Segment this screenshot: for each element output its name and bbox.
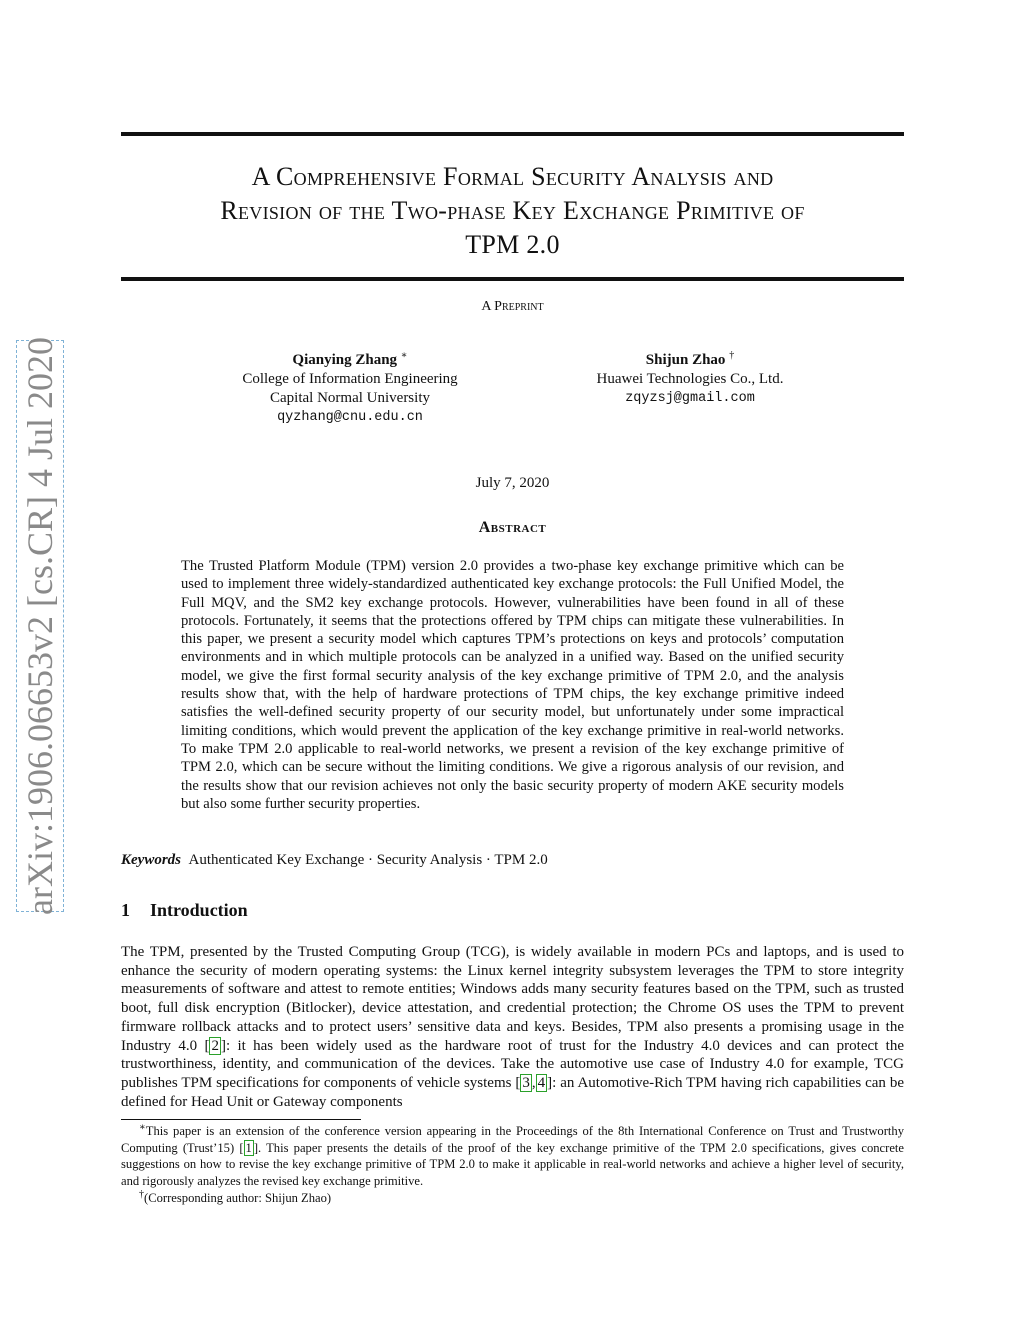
- footnote-1-text-b: ]. This paper presents the details of the proof of the key exchange primitive of the TPM 2.0 specifications, gives concrete suggestions on how to revise the key exchange primitive of TPM 2.0 to make it applicable in real-world networks and achieve a higher level of security, and rigorously analyzes the revised key exchange primitive.: [121, 1140, 904, 1188]
- abstract-text: The Trusted Platform Module (TPM) version 2.0 provides a two-phase key exchange primitive which can be used to implement three widely-standardized authenticated key exchange protocols: the Full Unified Model, the Full MQV, and the SM2 key exchange protocols. However, vulnerabilities have been found in all of these protocols. Fortunately, it seems that the protections offered by TPM chips can mitigate these vulnerabilities. In this paper, we present a security model which captures TPM’s protections on keys and protocols’ computation environments and in which multiple protocols can be analyzed in a unified way. Based on the unified security model, we give the first formal security analysis of the key exchange primitive of TPM 2.0, and the analysis results show that, with the help of hardware protections of TPM chips, the key exchange primitive indeed satisfies the well-defined security property of our security model, but unfortunately under some impractical limiting conditions, which would prevent the application of the key exchange primitive in real-world networks. To make TPM 2.0 applicable to real-world networks, we present a revision of the key exchange primitive of TPM 2.0, which can be secure without the limiting conditions. We give a rigorous analysis of our revision, and the results show that our revision achieves not only the basic security property of modern AKE security models but also some further security properties.: [181, 558, 844, 812]
- keywords-text: Authenticated Key Exchange · Security Analysis · TPM 2.0: [188, 852, 548, 868]
- title-bottom-rule: [121, 277, 904, 281]
- section-title: Introduction: [150, 900, 248, 920]
- title-top-rule: [121, 132, 904, 136]
- citation-link[interactable]: 2: [211, 1037, 219, 1054]
- author-1-email[interactable]: qyzhang@cnu.edu.cn: [277, 410, 423, 425]
- introduction-paragraph: [121, 943, 904, 1111]
- intro-text-c: ]: an Automotive-Rich TPM having rich capabilities can be defined for Head Unit or Gateway components: [121, 1074, 904, 1110]
- author-1-affiliation-1: College of Information Engineering: [242, 371, 458, 387]
- intro-text-b: ]: it has been widely used as the hardware root of trust for the Industry 4.0 devices and can protect the trustworthiness, identity, and communication of the devices. Take the automotive use case of Industry 4.0 for example, TCG publishes TPM specifications for components of vehicle systems [: [121, 1037, 904, 1091]
- preprint-label: A Preprint: [481, 299, 544, 314]
- abstract-heading: Abstract: [478, 519, 547, 536]
- author-2-mark: †: [729, 350, 735, 361]
- footnote-2-text: (Corresponding author: Shijun Zhao): [144, 1191, 332, 1205]
- author-1-affiliation-2: Capital Normal University: [270, 390, 430, 406]
- footnote-1: [121, 1123, 904, 1189]
- title-line-2: Revision of the Two-phase Key Exchange Primitive of: [220, 196, 805, 225]
- footnote-rule: [121, 1119, 361, 1120]
- author-1-name: Qianying Zhang: [292, 352, 398, 368]
- section-heading: [121, 900, 248, 921]
- intro-text-a: The TPM, presented by the Trusted Computing Group (TCG), is widely available in modern PCs and laptops, and is used to enhance the security of modern operating systems: the Linux kernel integrity subsystem leverages the TPM to store integrity measurements of software and attest to remote entities; Windows adds many security features based on the TPM, such as trusted boot, full disk encryption (Bitlocker), device attestation, and credential protection; the Chrome OS uses the TPM to prevent firmware rollback attacks and to protect users’ sensitive data and keys. Besides, TPM also presents a promising usage in the Industry 4.0 [: [121, 944, 904, 1054]
- citation-link[interactable]: 1: [245, 1140, 252, 1155]
- citation-link[interactable]: 4: [537, 1074, 546, 1091]
- title-line-3: TPM 2.0: [465, 230, 560, 259]
- footnote-1-mark: ∗: [139, 1121, 146, 1133]
- footnote-2: [121, 1190, 904, 1207]
- author-1-mark: ∗: [400, 350, 408, 361]
- paper-date: July 7, 2020: [475, 475, 550, 491]
- arxiv-stamp: [16, 337, 64, 915]
- section-number: 1: [121, 900, 130, 920]
- citation-link[interactable]: 3: [522, 1074, 530, 1091]
- footnote-2-mark: †: [139, 1188, 144, 1200]
- keywords: [121, 852, 904, 869]
- author-2-affiliation-1: Huawei Technologies Co., Ltd.: [596, 371, 784, 387]
- author-2-name: Shijun Zhao: [645, 352, 726, 368]
- author-2-email[interactable]: zqyzsj@gmail.com: [625, 391, 755, 406]
- title-line-1: A Comprehensive Formal Security Analysis and: [251, 162, 774, 191]
- author-1: [200, 351, 500, 427]
- arxiv-stamp-text: arXiv:1906.06653v2 [cs.CR] 4 Jul 2020: [20, 337, 60, 915]
- paper-title: [121, 160, 904, 262]
- author-2: [560, 351, 820, 408]
- footnote-1-text-a: This paper is an extension of the conference version appearing in the Proceedings of the 8th International Conference on Trust and Trustworthy Computing (Trust’15) [: [121, 1124, 904, 1155]
- citation-separator: ,: [531, 1074, 536, 1091]
- keywords-label: Keywords: [121, 852, 181, 868]
